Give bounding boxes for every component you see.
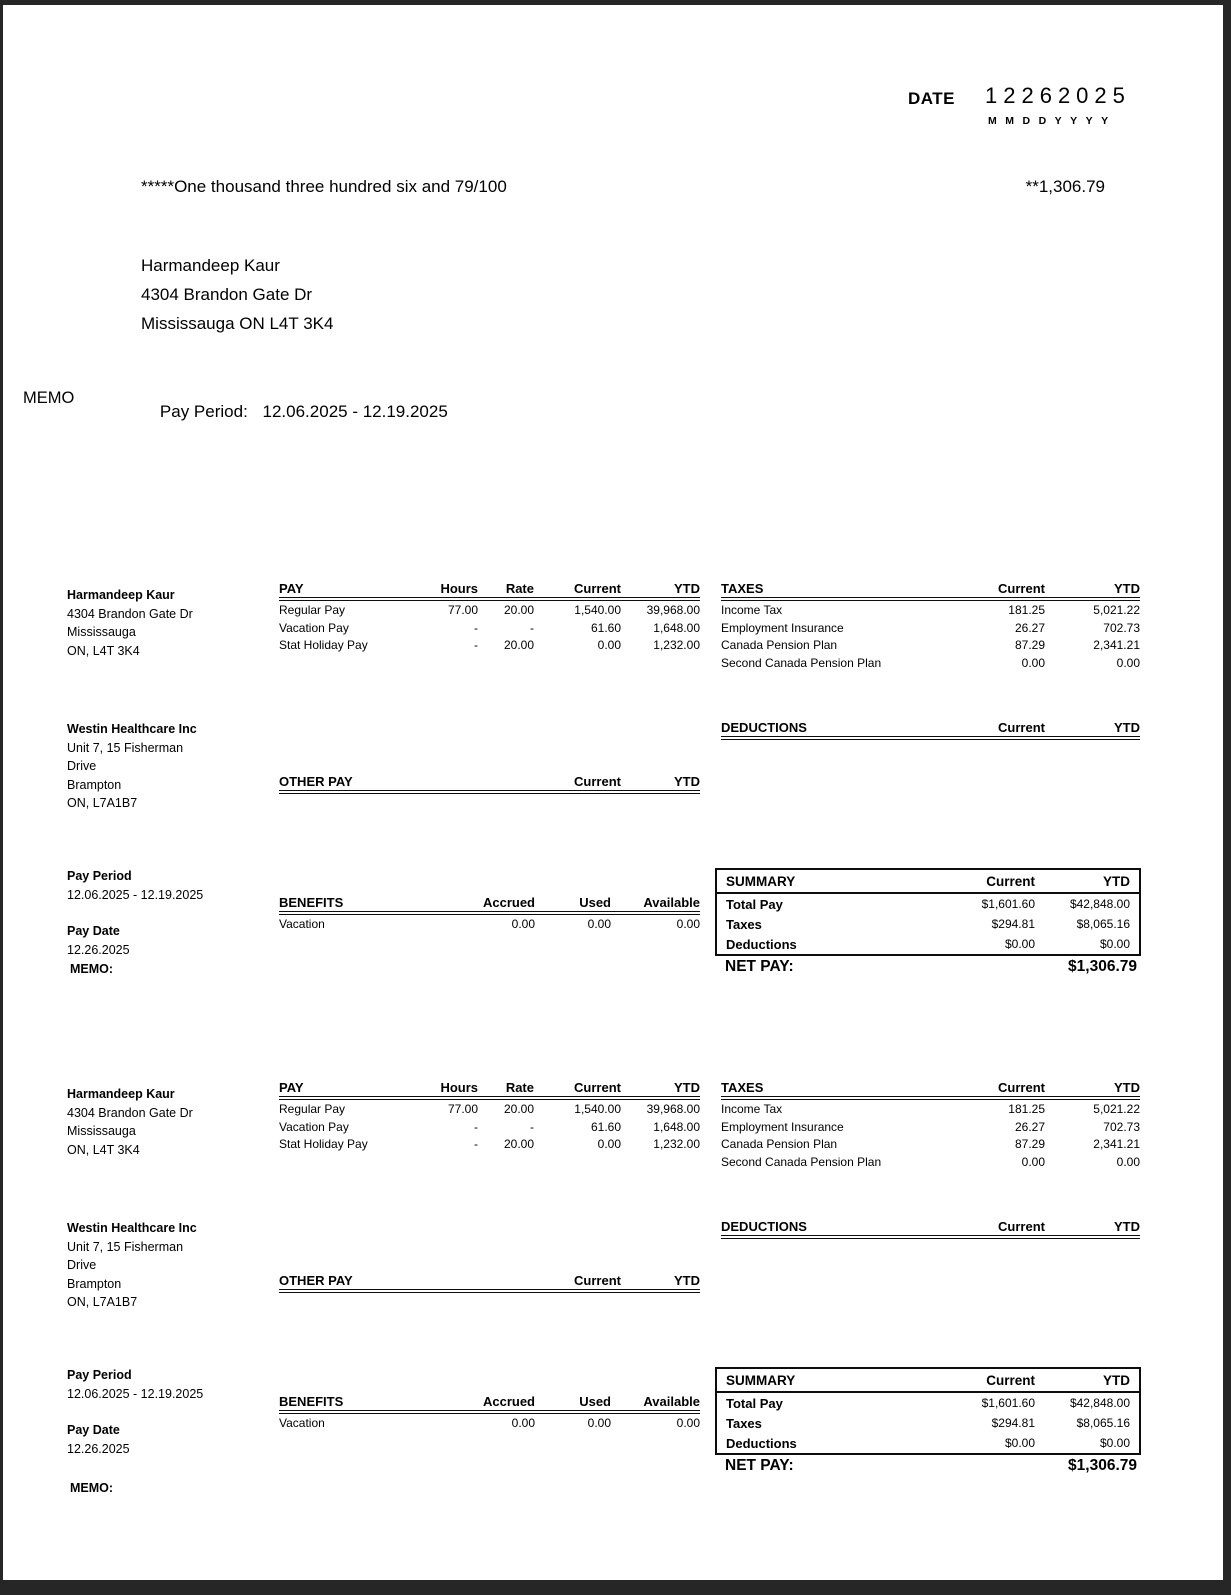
tax-row-ytd: 702.73 bbox=[1103, 1119, 1140, 1134]
benefits-header-available: Available bbox=[643, 895, 700, 910]
summary-row-current: $1,601.60 bbox=[981, 1396, 1035, 1410]
page bbox=[3, 5, 1223, 1580]
pay-row-rate: - bbox=[530, 620, 534, 635]
summary-row-ytd: $42,848.00 bbox=[1069, 1396, 1130, 1410]
pay-header-hours: Hours bbox=[440, 581, 478, 596]
summary-header-ytd: YTD bbox=[1103, 1372, 1130, 1388]
employee-name: Harmandeep Kaur bbox=[67, 588, 175, 602]
summary-row-current: $294.81 bbox=[991, 917, 1035, 931]
pay-row-hours: 77.00 bbox=[447, 603, 478, 618]
summary-row bbox=[717, 934, 1139, 954]
payee-name: Harmandeep Kaur bbox=[141, 256, 280, 275]
benefit-row-used: 0.00 bbox=[587, 1416, 611, 1431]
pay-table-header bbox=[279, 581, 700, 601]
pay-row-label: Regular Pay bbox=[279, 603, 346, 618]
date-value: 12262025 bbox=[985, 83, 1131, 108]
pay-row-hours: - bbox=[474, 1137, 478, 1152]
employee-address-line-2: Mississauga bbox=[67, 1124, 136, 1138]
summary-box bbox=[715, 868, 1141, 956]
summary-title: SUMMARY bbox=[726, 1372, 796, 1388]
benefit-row bbox=[279, 1415, 700, 1432]
stub-memo-label: MEMO: bbox=[70, 1481, 114, 1495]
pay-row-label: Vacation Pay bbox=[279, 1119, 349, 1134]
pay-date-block bbox=[67, 1421, 130, 1458]
tax-row bbox=[721, 1154, 1140, 1171]
taxes-table-header bbox=[721, 1080, 1140, 1100]
other-pay-table-title: OTHER PAY bbox=[279, 1273, 353, 1288]
benefits-table bbox=[279, 1394, 700, 1432]
tax-row bbox=[721, 602, 1140, 619]
summary-row-label: Deductions bbox=[726, 1435, 797, 1451]
summary-row-label: Taxes bbox=[726, 916, 762, 932]
pay-table-title: PAY bbox=[279, 581, 304, 596]
taxes-header-current: Current bbox=[998, 1080, 1045, 1095]
employee-address-line-1: 4304 Brandon Gate Dr bbox=[67, 606, 193, 621]
pay-row-ytd: 1,232.00 bbox=[653, 638, 700, 653]
other-pay-header-current: Current bbox=[574, 1273, 621, 1288]
summary-header bbox=[717, 1369, 1139, 1393]
tax-row-current: 181.25 bbox=[1008, 1102, 1045, 1117]
pay-row-ytd: 39,968.00 bbox=[646, 603, 700, 618]
tax-row bbox=[721, 1119, 1140, 1136]
summary-row-label: Total Pay bbox=[726, 1395, 783, 1411]
check-memo-label: MEMO bbox=[23, 389, 75, 407]
pay-row-rate: 20.00 bbox=[503, 1137, 534, 1152]
tax-row bbox=[721, 637, 1140, 654]
taxes-header-ytd: YTD bbox=[1114, 1080, 1140, 1095]
employer-address-line-3: Brampton bbox=[67, 777, 122, 792]
employee-name: Harmandeep Kaur bbox=[67, 1087, 175, 1101]
summary-row-label: Total Pay bbox=[726, 896, 783, 912]
pay-table-title: PAY bbox=[279, 1080, 304, 1095]
benefit-row-label: Vacation bbox=[279, 1416, 325, 1431]
summary-title: SUMMARY bbox=[726, 873, 796, 889]
pay-row-current: 61.60 bbox=[590, 1119, 621, 1134]
deductions-header-current: Current bbox=[998, 1219, 1045, 1234]
summary-row-current: $0.00 bbox=[1004, 937, 1035, 951]
tax-row-ytd: 0.00 bbox=[1116, 1154, 1140, 1169]
deductions-table bbox=[721, 720, 1140, 740]
employee-address-line-1: 4304 Brandon Gate Dr bbox=[67, 1105, 193, 1120]
pay-row-ytd: 39,968.00 bbox=[646, 1102, 700, 1117]
pay-table bbox=[279, 581, 700, 654]
employer-address-block bbox=[67, 720, 197, 813]
benefits-header-used: Used bbox=[579, 895, 611, 910]
deductions-table-title: DEDUCTIONS bbox=[721, 720, 807, 735]
tax-row-label: Second Canada Pension Plan bbox=[721, 655, 882, 670]
employer-address-line-1: Unit 7, 15 Fisherman bbox=[67, 740, 184, 755]
employee-address-block bbox=[67, 586, 193, 660]
tax-row-label: Income Tax bbox=[721, 603, 783, 618]
summary-row bbox=[717, 1433, 1139, 1453]
tax-row-current: 26.27 bbox=[1014, 1119, 1045, 1134]
deductions-header-ytd: YTD bbox=[1114, 1219, 1140, 1234]
tax-row bbox=[721, 1101, 1140, 1118]
taxes-table-header bbox=[721, 581, 1140, 601]
other-pay-header-current: Current bbox=[574, 774, 621, 789]
pay-period-value: 12.06.2025 - 12.19.2025 bbox=[67, 887, 204, 902]
tax-row-current: 181.25 bbox=[1008, 603, 1045, 618]
pay-stub-copy-1 bbox=[3, 581, 1223, 1031]
summary-row bbox=[717, 914, 1139, 934]
benefits-header-accrued: Accrued bbox=[482, 895, 535, 910]
employee-address-line-3: ON, L4T 3K4 bbox=[67, 1142, 140, 1157]
benefit-row bbox=[279, 916, 700, 933]
pay-header-hours: Hours bbox=[440, 1080, 478, 1095]
benefit-row-used: 0.00 bbox=[587, 917, 611, 932]
pay-date-label: Pay Date bbox=[67, 924, 120, 938]
pay-header-current: Current bbox=[574, 581, 621, 596]
pay-row-hours: - bbox=[474, 638, 478, 653]
benefit-row-available: 0.00 bbox=[676, 917, 700, 932]
pay-date-value: 12.26.2025 bbox=[67, 1441, 130, 1456]
tax-row-ytd: 702.73 bbox=[1103, 620, 1140, 635]
taxes-table bbox=[721, 1080, 1140, 1170]
pay-row-ytd: 1,648.00 bbox=[653, 620, 700, 635]
summary-row-ytd: $8,065.16 bbox=[1076, 1416, 1130, 1430]
summary-row-ytd: $8,065.16 bbox=[1076, 917, 1130, 931]
pay-row-label: Stat Holiday Pay bbox=[279, 638, 368, 653]
pay-row-current: 1,540.00 bbox=[574, 603, 621, 618]
pay-row bbox=[279, 602, 700, 619]
pay-header-ytd: YTD bbox=[674, 581, 700, 596]
deductions-table-header bbox=[721, 1219, 1140, 1239]
benefits-header-accrued: Accrued bbox=[482, 1394, 535, 1409]
summary-row-current: $1,601.60 bbox=[981, 897, 1035, 911]
pay-row-rate: - bbox=[530, 1119, 534, 1134]
taxes-table-title: TAXES bbox=[721, 581, 764, 596]
taxes-table bbox=[721, 581, 1140, 671]
deductions-table-title: DEDUCTIONS bbox=[721, 1219, 807, 1234]
pay-table bbox=[279, 1080, 700, 1153]
pay-row-current: 1,540.00 bbox=[574, 1102, 621, 1117]
check-pay-period-label: Pay Period: bbox=[159, 402, 253, 421]
pay-row-rate: 20.00 bbox=[503, 638, 534, 653]
taxes-table-title: TAXES bbox=[721, 1080, 764, 1095]
net-pay-value: $1,306.79 bbox=[1068, 958, 1137, 975]
date-format-hint: MMDDYYYY bbox=[988, 115, 1117, 127]
tax-row bbox=[721, 655, 1140, 672]
pay-period-block bbox=[67, 1366, 203, 1403]
pay-row-hours: - bbox=[474, 620, 478, 635]
net-pay-row bbox=[725, 958, 1137, 976]
pay-row-hours: 77.00 bbox=[447, 1102, 478, 1117]
summary-row-ytd: $0.00 bbox=[1099, 937, 1130, 951]
pay-stub-copy-2 bbox=[3, 1080, 1223, 1530]
pay-row bbox=[279, 1101, 700, 1118]
summary-row-label: Taxes bbox=[726, 1415, 762, 1431]
payee-address-line-1: 4304 Brandon Gate Dr bbox=[141, 285, 313, 304]
pay-row-ytd: 1,232.00 bbox=[653, 1137, 700, 1152]
employer-address-block bbox=[67, 1219, 197, 1312]
tax-row-label: Employment Insurance bbox=[721, 620, 844, 635]
benefit-row-available: 0.00 bbox=[676, 1416, 700, 1431]
other-pay-header-ytd: YTD bbox=[674, 1273, 700, 1288]
other-pay-table bbox=[279, 1273, 700, 1293]
employer-name: Westin Healthcare Inc bbox=[67, 722, 197, 736]
net-pay-row bbox=[725, 1457, 1137, 1475]
pay-row-rate: 20.00 bbox=[503, 603, 534, 618]
pay-row bbox=[279, 1119, 700, 1136]
summary-row-ytd: $0.00 bbox=[1099, 1436, 1130, 1450]
benefits-table-title: BENEFITS bbox=[279, 1394, 344, 1409]
summary-header bbox=[717, 870, 1139, 894]
benefit-row-accrued: 0.00 bbox=[511, 917, 535, 932]
tax-row-ytd: 5,021.22 bbox=[1093, 603, 1140, 618]
benefits-header-available: Available bbox=[643, 1394, 700, 1409]
deductions-table-header bbox=[721, 720, 1140, 740]
check-pay-period-value: 12.06.2025 - 12.19.2025 bbox=[262, 402, 448, 421]
other-pay-table bbox=[279, 774, 700, 794]
payee-address-line-2: Mississauga ON L4T 3K4 bbox=[141, 314, 334, 333]
benefits-table bbox=[279, 895, 700, 933]
pay-table-header bbox=[279, 1080, 700, 1100]
pay-header-ytd: YTD bbox=[674, 1080, 700, 1095]
deductions-header-ytd: YTD bbox=[1114, 720, 1140, 735]
tax-row-current: 26.27 bbox=[1014, 620, 1045, 635]
pay-date-value: 12.26.2025 bbox=[67, 942, 130, 957]
taxes-header-current: Current bbox=[998, 581, 1045, 596]
employer-address-line-1: Unit 7, 15 Fisherman bbox=[67, 1239, 184, 1254]
stub-memo-label: MEMO: bbox=[70, 962, 114, 976]
net-pay-label: NET PAY: bbox=[725, 1457, 794, 1474]
summary-row-current: $0.00 bbox=[1004, 1436, 1035, 1450]
benefits-header-used: Used bbox=[579, 1394, 611, 1409]
pay-header-rate: Rate bbox=[505, 581, 534, 596]
tax-row bbox=[721, 620, 1140, 637]
deductions-table bbox=[721, 1219, 1140, 1239]
other-pay-header-ytd: YTD bbox=[674, 774, 700, 789]
summary-header-current: Current bbox=[986, 873, 1035, 889]
pay-row-label: Vacation Pay bbox=[279, 620, 349, 635]
tax-row-ytd: 5,021.22 bbox=[1093, 1102, 1140, 1117]
benefits-table-header bbox=[279, 895, 700, 915]
summary-row-ytd: $42,848.00 bbox=[1069, 897, 1130, 911]
pay-header-current: Current bbox=[574, 1080, 621, 1095]
tax-row-label: Employment Insurance bbox=[721, 1119, 844, 1134]
pay-row bbox=[279, 1136, 700, 1153]
tax-row-label: Canada Pension Plan bbox=[721, 1137, 838, 1152]
employee-address-line-3: ON, L4T 3K4 bbox=[67, 643, 140, 658]
employer-address-line-2: Drive bbox=[67, 759, 97, 773]
pay-row-ytd: 1,648.00 bbox=[653, 1119, 700, 1134]
pay-period-value: 12.06.2025 - 12.19.2025 bbox=[67, 1386, 204, 1401]
payee-address-block bbox=[141, 251, 333, 338]
tax-row-current: 0.00 bbox=[1021, 655, 1045, 670]
other-pay-table-header bbox=[279, 1273, 700, 1293]
pay-row-label: Stat Holiday Pay bbox=[279, 1137, 368, 1152]
tax-row-current: 87.29 bbox=[1014, 638, 1045, 653]
pay-row bbox=[279, 637, 700, 654]
tax-row bbox=[721, 1136, 1140, 1153]
taxes-header-ytd: YTD bbox=[1114, 581, 1140, 596]
employer-address-line-4: ON, L7A1B7 bbox=[67, 1295, 138, 1309]
pay-row-current: 0.00 bbox=[597, 638, 621, 653]
benefits-table-title: BENEFITS bbox=[279, 895, 344, 910]
pay-row-current: 61.60 bbox=[590, 620, 621, 635]
check-pay-period-line bbox=[141, 382, 448, 442]
tax-row-ytd: 2,341.21 bbox=[1093, 638, 1140, 653]
pay-period-label: Pay Period bbox=[67, 869, 132, 883]
employer-address-line-2: Drive bbox=[67, 1258, 97, 1272]
summary-row bbox=[717, 894, 1139, 914]
summary-row-current: $294.81 bbox=[991, 1416, 1035, 1430]
tax-row-current: 0.00 bbox=[1021, 1154, 1045, 1169]
amount-in-words: *****One thousand three hundred six and 79/100 bbox=[141, 177, 507, 196]
employee-address-block bbox=[67, 1085, 193, 1159]
summary-header-current: Current bbox=[986, 1372, 1035, 1388]
pay-date-label: Pay Date bbox=[67, 1423, 120, 1437]
benefit-row-accrued: 0.00 bbox=[511, 1416, 535, 1431]
summary-header-ytd: YTD bbox=[1103, 873, 1130, 889]
date-label: DATE bbox=[908, 89, 956, 108]
pay-row bbox=[279, 620, 700, 637]
tax-row-label: Canada Pension Plan bbox=[721, 638, 838, 653]
summary-row-label: Deductions bbox=[726, 936, 797, 952]
employee-address-line-2: Mississauga bbox=[67, 625, 136, 639]
pay-date-block bbox=[67, 922, 130, 959]
net-pay-label: NET PAY: bbox=[725, 958, 794, 975]
other-pay-table-header bbox=[279, 774, 700, 794]
pay-period-label: Pay Period bbox=[67, 1368, 132, 1382]
tax-row-label: Income Tax bbox=[721, 1102, 783, 1117]
net-pay-value: $1,306.79 bbox=[1068, 1457, 1137, 1474]
benefits-table-header bbox=[279, 1394, 700, 1414]
employer-address-line-3: Brampton bbox=[67, 1276, 122, 1291]
pay-row-rate: 20.00 bbox=[503, 1102, 534, 1117]
employer-address-line-4: ON, L7A1B7 bbox=[67, 796, 138, 810]
other-pay-table-title: OTHER PAY bbox=[279, 774, 353, 789]
tax-row-label: Second Canada Pension Plan bbox=[721, 1154, 882, 1169]
benefit-row-label: Vacation bbox=[279, 917, 325, 932]
tax-row-current: 87.29 bbox=[1014, 1137, 1045, 1152]
tax-row-ytd: 2,341.21 bbox=[1093, 1137, 1140, 1152]
pay-row-label: Regular Pay bbox=[279, 1102, 346, 1117]
employer-name: Westin Healthcare Inc bbox=[67, 1221, 197, 1235]
pay-header-rate: Rate bbox=[505, 1080, 534, 1095]
deductions-header-current: Current bbox=[998, 720, 1045, 735]
summary-row bbox=[717, 1393, 1139, 1413]
pay-period-block bbox=[67, 867, 203, 904]
summary-row bbox=[717, 1413, 1139, 1433]
amount-numeric: **1,306.79 bbox=[1025, 177, 1105, 196]
pay-row-current: 0.00 bbox=[597, 1137, 621, 1152]
pay-row-hours: - bbox=[474, 1119, 478, 1134]
tax-row-ytd: 0.00 bbox=[1116, 655, 1140, 670]
summary-box bbox=[715, 1367, 1141, 1455]
